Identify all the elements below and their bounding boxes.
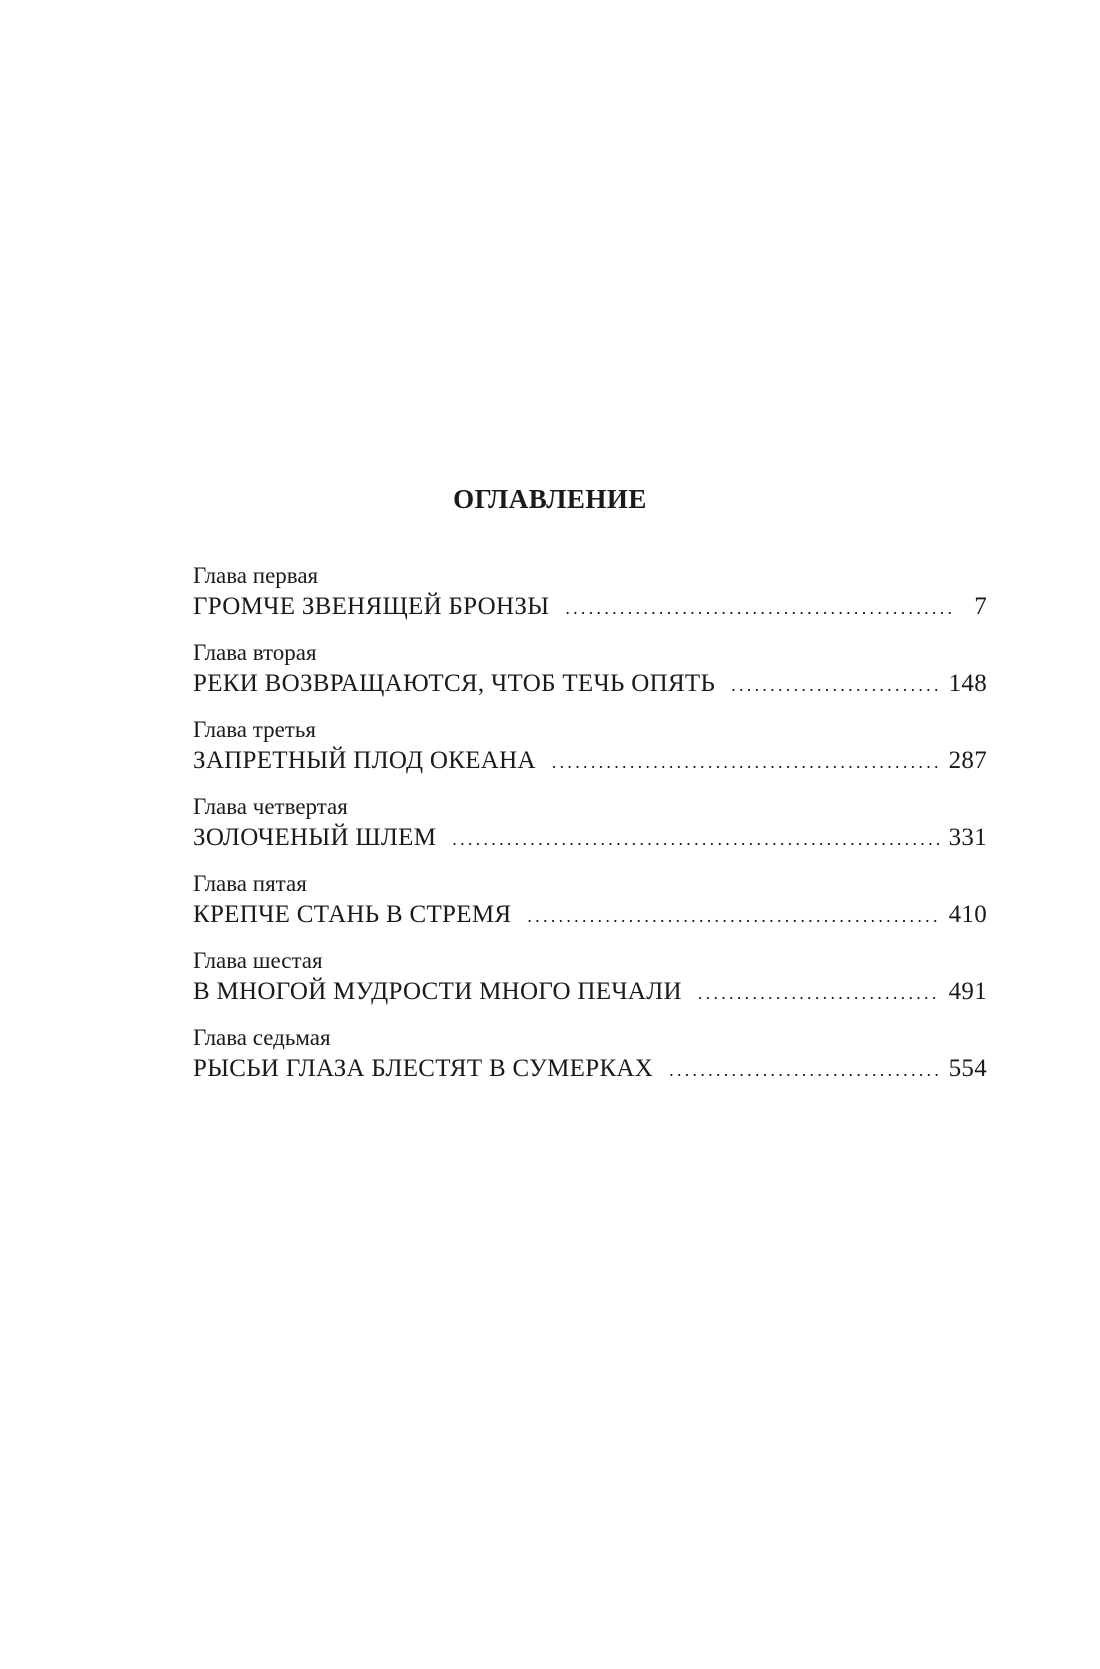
page-number: 491 [948,978,987,1005]
dot-leader [698,976,939,1010]
chapter-title: В МНОГОЙ МУДРОСТИ МНОГО ПЕЧАЛИ [193,978,682,1005]
dot-leader [552,745,939,779]
toc-entry [193,716,987,793]
chapter-title: ГРОМЧЕ ЗВЕНЯЩЕЙ БРОНЗЫ [193,593,550,620]
page-number: 7 [974,593,987,620]
dot-leader [669,1053,938,1087]
page-number: 554 [948,1055,987,1082]
toc-entry [193,947,987,1024]
toc-entry [193,870,987,947]
table-of-contents [193,562,987,1101]
chapter-title: КРЕПЧЕ СТАНЬ В СТРЕМЯ [193,901,512,928]
dot-leader [452,822,938,856]
chapter-line [193,744,987,779]
chapter-title: ЗОЛОЧЕНЫЙ ШЛЕМ [193,824,437,851]
chapter-label: Глава вторая [193,640,317,665]
toc-entry [193,793,987,870]
toc-entry [193,639,987,716]
chapter-label: Глава четвертая [193,794,348,819]
dot-leader [565,591,953,625]
page-number: 287 [948,747,987,774]
chapter-line [193,975,987,1010]
dot-leader [527,899,938,933]
chapter-label: Глава шестая [193,948,323,973]
page-number: 331 [948,824,987,851]
chapter-label: Глава третья [193,717,316,742]
chapter-title: РЕКИ ВОЗВРАЩАЮТСЯ, ЧТОБ ТЕЧЬ ОПЯТЬ [193,670,716,697]
chapter-line [193,821,987,856]
chapter-line [193,898,987,933]
toc-entry [193,562,987,639]
chapter-title: РЫСЬИ ГЛАЗА БЛЕСТЯТ В СУМЕРКАХ [193,1055,654,1082]
chapter-label: Глава первая [193,563,319,588]
page-number: 148 [948,670,987,697]
chapter-label: Глава седьмая [193,1025,331,1050]
chapter-line [193,667,987,702]
page-number: 410 [948,901,987,928]
dot-leader [731,668,938,702]
chapter-title: ЗАПРЕТНЫЙ ПЛОД ОКЕАНА [193,747,536,774]
chapter-line [193,1052,987,1087]
chapter-label: Глава пятая [193,871,307,896]
chapter-line [193,590,987,625]
page-title: ОГЛАВЛЕНИЕ [453,484,647,514]
toc-entry [193,1024,987,1101]
